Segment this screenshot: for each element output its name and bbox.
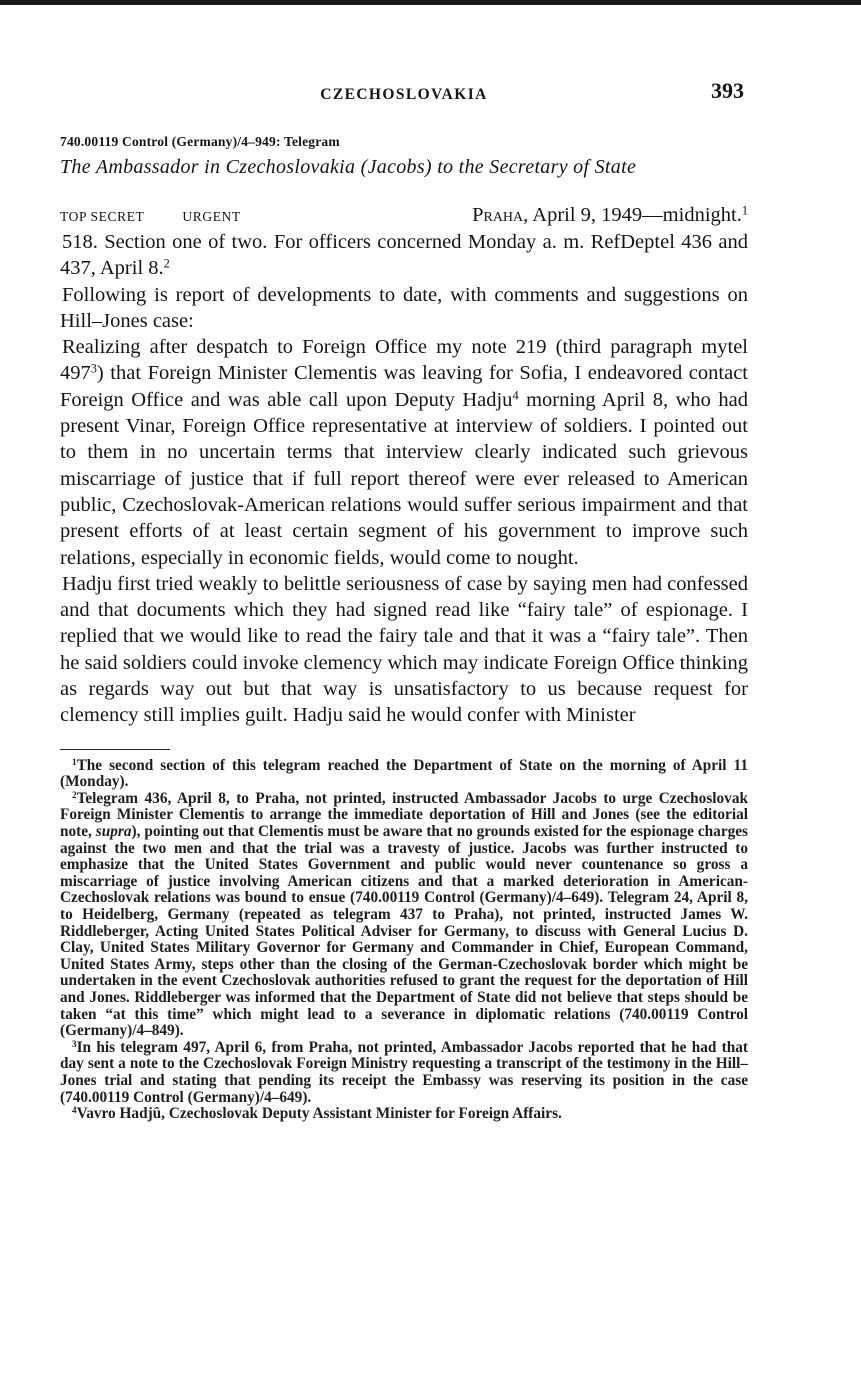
- footnote: [60, 791, 748, 1040]
- document-page: [60, 72, 748, 1123]
- footnote-number: 1: [72, 756, 77, 767]
- footnote-emphasis: supra: [95, 823, 132, 841]
- footnote-number: 4: [72, 1105, 77, 1116]
- footnote-text: In his telegram 497, April 6, from Praha, not printed, Ambassador Jacobs reported that he had that day sent a note to the Czechoslovak Foreign Ministry requesting a transcript of the testimony in the Hill–Jones trial and stating that pending its receipt the Embassy was reserving its position in the case (740.00119 Control (Germany)/4–649).: [60, 1038, 748, 1106]
- paragraph-text: morning April 8, who had present Vinar, Foreign Office representative at interview of soldiers. I pointed out to them in no uncertain terms that interview clearly indicated such grievous miscarriage of justice that if full report thereof were ever released to American public, Czechoslovak-American relations would suffer serious impairment and that present efforts of at least certain segment of his government to improve such relations, especially in economic fields, would come to nought.: [60, 388, 748, 569]
- classification-line: [60, 209, 241, 225]
- body-paragraph: [60, 229, 748, 282]
- page-number: 393: [711, 78, 744, 103]
- telegram-header: [60, 201, 748, 227]
- running-head: [60, 72, 748, 108]
- footnote: [60, 1040, 748, 1106]
- body-paragraph: [60, 334, 748, 571]
- file-reference: 740.00119 Control (Germany)/4–949: Telegram: [60, 134, 340, 149]
- running-head-title: CZECHOSLOVAKIA: [320, 86, 488, 103]
- classification-label: TOP SECRET: [60, 209, 145, 224]
- footnote-text: The second section of this telegram reached the Department of State on the morning of April 11 (Monday).: [60, 756, 748, 791]
- footnote-ref: 2: [163, 256, 170, 271]
- footnote-number: 2: [72, 789, 77, 800]
- footnote-ref: 4: [512, 388, 519, 403]
- footnote-separator: [60, 749, 170, 750]
- footnote: [60, 1106, 748, 1123]
- telegram-body: [60, 229, 748, 729]
- footnote-text: ), pointing out that Clementis must be aware that no grounds existed for the espionage charges against the two men and that the trial was a travesty of justice. Jacobs was further instructed to emphasize that the United States Government and public would never countenance so gross a miscarriage of justice involving American citizens and that a marked deterioration in American-Czechoslovak relations was bound to ensue (740.00119 Control (Germany)/4–649). Telegram 24, April 8, to Heidelberg, Germany (repeated as telegram 437 to Praha), not printed, instructed James W. Riddleberger, Acting United States Political Adviser for Germany, to discuss with General Lucius D. Clay, United States Military Governor for Germany and Commander in Chief, European Command, United States Army, steps other than the closing of the German-Czechoslovak border which might be undertaken in the event Czechoslovak authorities refused to grant the request for the deportation of Hill and Jones. Riddleberger was informed that the Department of State did not believe that steps should be taken “at this time” which might lead to a severance in diplomatic relations (740.00119 Control (Germany)/4–849).: [60, 823, 748, 1040]
- paragraph-text: ) that Foreign Minister Clementis was leaving for Sofia, I endeavored contact Foreign Office and was able call upon Deputy Hadju: [60, 362, 748, 411]
- body-paragraph: Following is report of developments to date, with comments and suggestions on Hill–Jones case:: [60, 283, 748, 332]
- footnote: [60, 758, 748, 791]
- paragraph-text: 518. Section one of two. For officers concerned Monday a. m. RefDeptel 436 and 437, April 8.: [60, 231, 748, 280]
- scan-top-edge: [0, 0, 861, 5]
- footnote-ref: 1: [741, 203, 748, 218]
- priority-label: URGENT: [182, 209, 241, 224]
- paragraph-text: Realizing after despatch to Foreign Office my note 219 (third paragraph mytel 497: [60, 336, 748, 385]
- document-title: The Ambassador in Czechoslovakia (Jacobs) to the Secretary of State: [60, 156, 637, 178]
- footnote-text: Vavro Hadjû, Czechoslovak Deputy Assistant Minister for Foreign Affairs.: [76, 1105, 562, 1123]
- footnotes: [60, 758, 748, 1123]
- footnote-ref: 3: [90, 361, 97, 376]
- dateline-date: , April 9, 1949—midnight.: [523, 204, 742, 226]
- footnote-text: Telegram 436, April 8, to Praha, not printed, instructed Ambassador Jacobs to urge Czechoslovak Foreign Minister Clementis to arrange the immediate deportation of Hill and Jones (see the editorial note,: [60, 789, 748, 841]
- dateline-place: Praha: [472, 204, 524, 226]
- body-paragraph: Hadju first tried weakly to belittle seriousness of case by saying men had confessed and that documents which they had signed read like “fairy tale” of espionage. I replied that we would like to read the fairy tale and that it was a “fairy tale”. Then he said soldiers could invoke clemency which may indicate Foreign Office thinking as regards way out but that way is unsatisfactory to us because request for clemency still implies guilt. Hadju said he would confer with Minister: [60, 572, 748, 727]
- dateline: [472, 204, 748, 227]
- footnote-number: 3: [72, 1038, 77, 1049]
